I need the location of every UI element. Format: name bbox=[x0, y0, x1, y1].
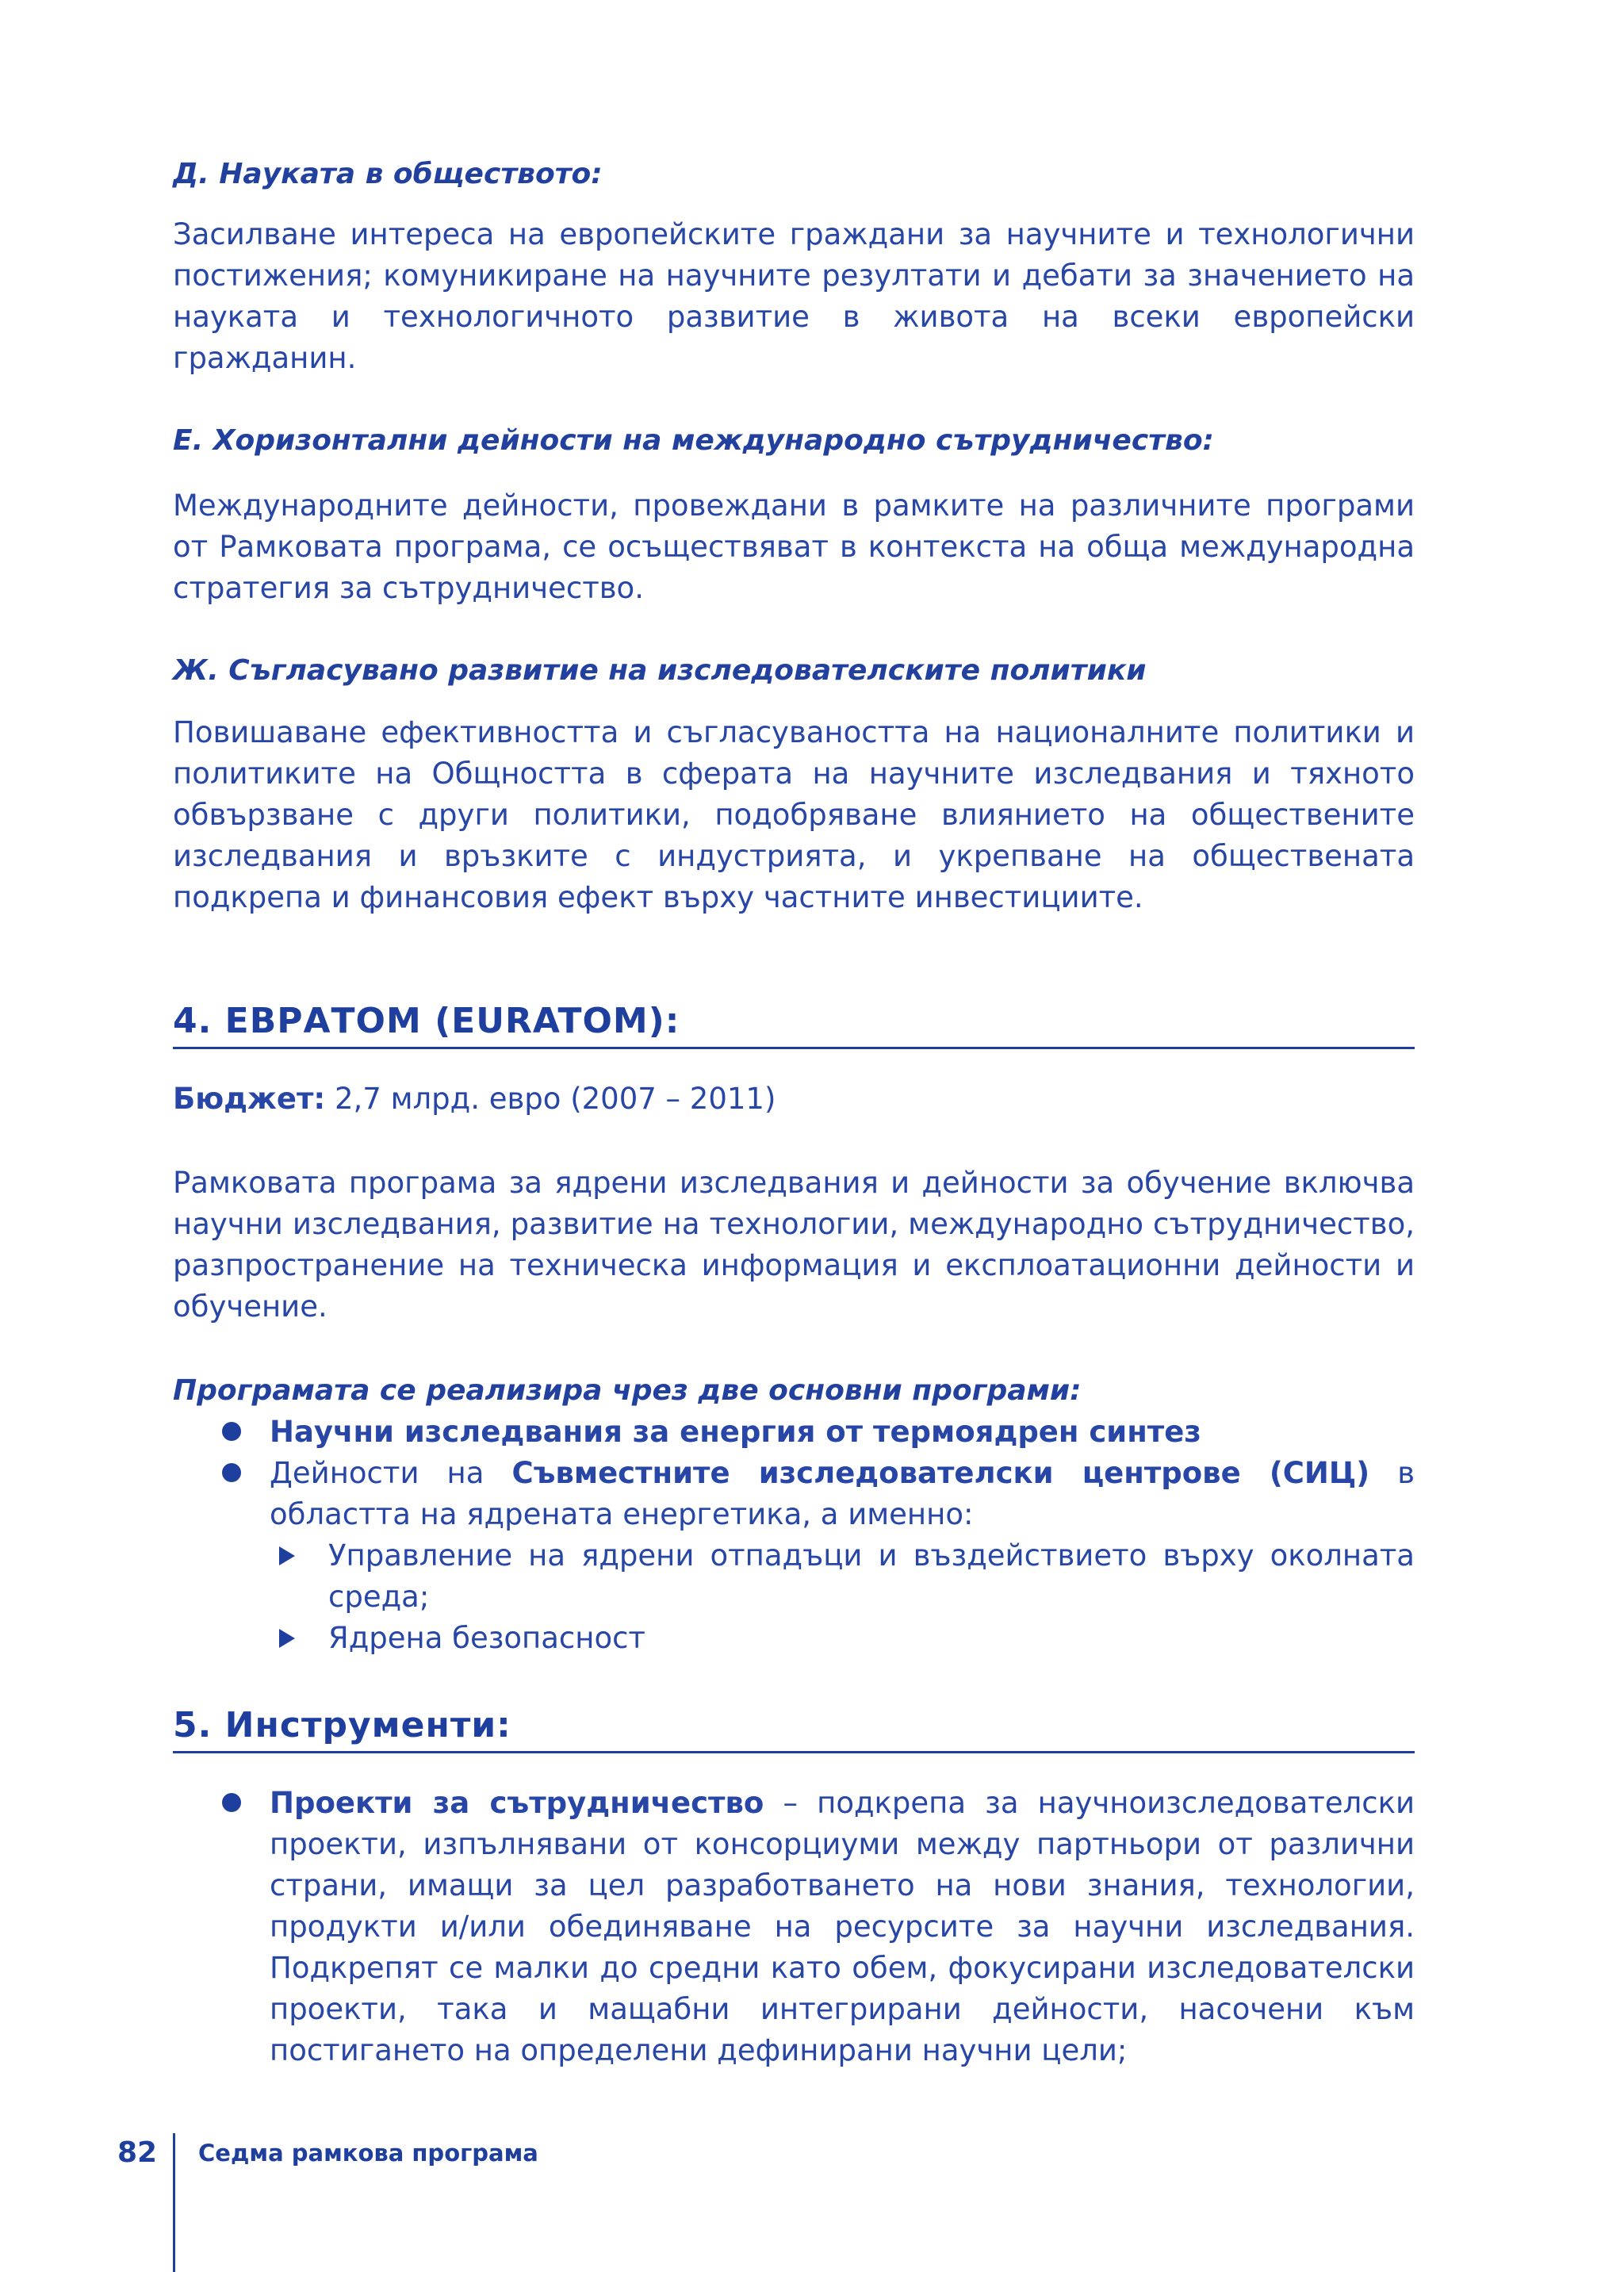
section-e-body bbox=[173, 485, 1415, 609]
program-2-sublist bbox=[270, 1535, 1415, 1659]
footer-title: Седма рамкова програма bbox=[198, 2140, 538, 2167]
sub-item-2: Ядрена безопасност bbox=[328, 1621, 645, 1655]
footer-divider bbox=[173, 2133, 175, 2272]
euratom-budget bbox=[173, 1079, 1415, 1120]
bullet-dot-icon bbox=[222, 1793, 241, 1812]
section-zh-text: Повишаване ефективността и съгласуваността на националните политики и политиките на Общността в сферата на научните изследвания и тяхното обвързване с други политики, подобряване влиянието на обществените изследвания и връзките с индустрията, и укрепване на обществената подкрепа и финансовия ефект върху частните инвестициите. bbox=[173, 715, 1415, 914]
instruments-title-wrap bbox=[173, 1702, 1415, 1753]
section-zh-body bbox=[173, 712, 1415, 918]
list-item bbox=[173, 1412, 1415, 1453]
list-item bbox=[173, 1783, 1415, 2071]
triangle-bullet-icon bbox=[279, 1629, 295, 1648]
list-item bbox=[270, 1535, 1415, 1618]
program-1: Научни изследвания за енергия от термоядрен синтез bbox=[270, 1415, 1201, 1449]
program-2-bold: Съвместните изследователски центрове (СИЦ) bbox=[511, 1456, 1370, 1490]
programs-list-wrap bbox=[173, 1412, 1415, 1659]
programs-heading-wrap bbox=[173, 1372, 1415, 1410]
section-d bbox=[173, 155, 1415, 193]
list-item bbox=[173, 1453, 1415, 1659]
euratom-intro-wrap bbox=[173, 1163, 1415, 1328]
euratom-section-title-wrap bbox=[173, 998, 1415, 1049]
bullet-dot-icon bbox=[222, 1422, 241, 1441]
section-e-text: Международните дейности, провеждани в рамките на различните програми от Рамковата програма, се осъществяват в контекста на обща международна стратегия за сътрудничество. bbox=[173, 488, 1415, 605]
instruments-section-title: 5. Инструменти: bbox=[173, 1702, 1415, 1753]
section-zh-heading: Ж. Съгласувано развитие на изследователските политики bbox=[173, 654, 1147, 687]
section-zh bbox=[173, 652, 1415, 690]
euratom-intro: Рамковата програма за ядрени изследвания и дейности за обучение включва научни изследвания, развитие на технологии, международно сътрудничество, разпространение на техническа информация и експлоатационни дейности и обучение. bbox=[173, 1166, 1415, 1324]
sub-item-1: Управление на ядрени отпадъци и въздействието върху околната среда; bbox=[328, 1538, 1415, 1614]
euratom-section-title: 4. ЕВРАТОМ (EURATOM): bbox=[173, 998, 1415, 1049]
instrument-1-title: Проекти за сътрудничество bbox=[270, 1786, 764, 1820]
section-d-heading: Д. Науката в обществото: bbox=[173, 158, 603, 190]
instruments-list-wrap bbox=[173, 1783, 1415, 2071]
page-number: 82 bbox=[117, 2136, 158, 2169]
program-2-prefix: Дейности на bbox=[270, 1456, 512, 1490]
instrument-1-text: – подкрепа за научноизследователски проекти, изпълнявани от консорциуми между партньори от различни страни, имащи за цел разработването на нови знания, технологии, продукти и/или обединяване на ресурсите за научни изследвания. Подкрепят се малки до средни като обем, фокусирани изследователски проекти, така и мащабни интегрирани дейности, насочени към постигането на определени дефинирани научни цели; bbox=[270, 1786, 1415, 2067]
programs-heading: Програмата се реализира чрез две основни програми: bbox=[173, 1374, 1082, 1407]
list-item bbox=[270, 1618, 1415, 1659]
section-e bbox=[173, 422, 1415, 460]
budget-value: 2,7 млрд. евро (2007 – 2011) bbox=[325, 1082, 776, 1116]
programs-list bbox=[173, 1412, 1415, 1659]
triangle-bullet-icon bbox=[279, 1546, 295, 1565]
instruments-list bbox=[173, 1783, 1415, 2071]
section-e-heading: Е. Хоризонтални дейности на международно сътрудничество: bbox=[173, 424, 1214, 457]
section-d-text: Засилване интереса на европейските граждани за научните и технологични постижения; комуникиране на научните резултати и дебати за значението на науката и технологичното развитие в живота на всеки европейски гражданин. bbox=[173, 217, 1415, 375]
bullet-dot-icon bbox=[222, 1463, 241, 1482]
section-d-body bbox=[173, 214, 1415, 379]
program-2-suffix: в областта на ядрената енергетика, а именно: bbox=[270, 1456, 1415, 1531]
budget-label: Бюджет: bbox=[173, 1082, 326, 1116]
